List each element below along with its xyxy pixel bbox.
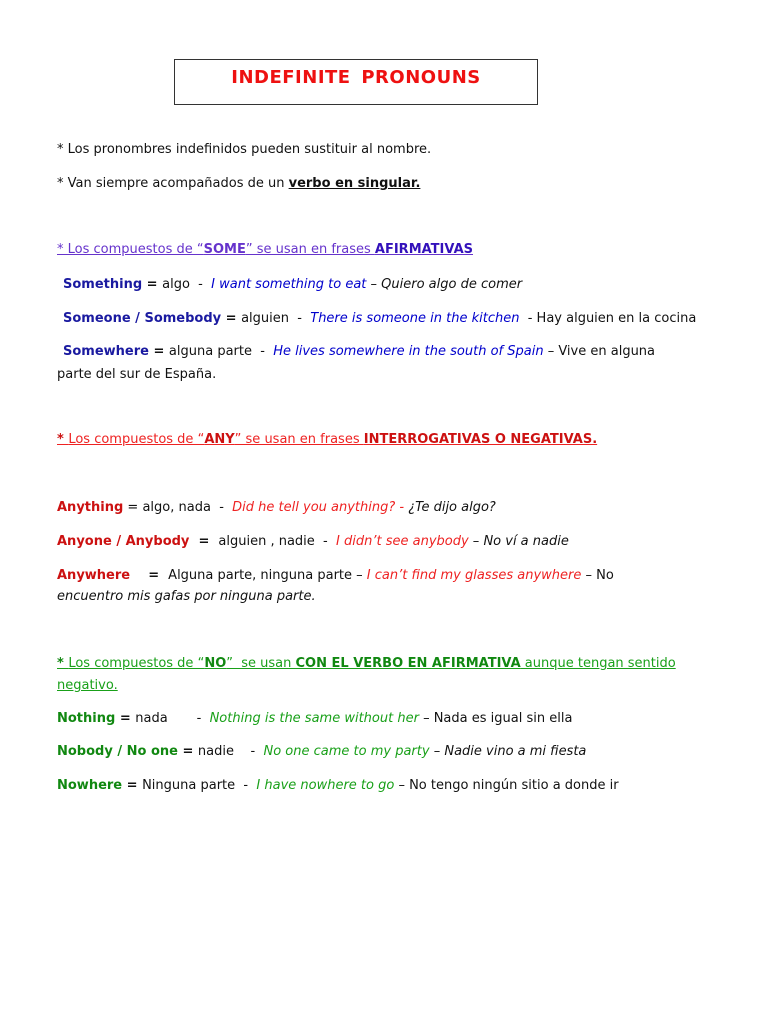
translation-continued: parte del sur de España. (57, 367, 217, 382)
no-header-star: * (57, 656, 69, 671)
pronoun-word: Anyone / Anybody (57, 534, 190, 549)
some-header-a: * Los compuestos de “ (57, 242, 204, 257)
intro-text-2: * Van siempre acompañados de un (57, 176, 289, 191)
meaning: Alguna parte, ninguna parte (168, 568, 353, 583)
equals-sign: = (115, 711, 136, 726)
no-row-2 (57, 743, 586, 761)
pronoun-word: Something (63, 277, 143, 292)
any-header-a: Los compuestos de “ (68, 432, 205, 447)
pronoun-word: Anywhere (57, 568, 131, 583)
some-header (57, 241, 473, 259)
some-header-c: ” se usan en frases (245, 242, 375, 257)
any-header-c: ” se usan en frases (234, 432, 364, 447)
no-header-f: negativo. (57, 678, 118, 693)
any-row-2 (57, 533, 569, 551)
translation: Vive en alguna (558, 344, 656, 359)
no-header-e: aunque tengan sentido (520, 656, 676, 671)
translation: No ví a nadie (483, 534, 569, 549)
intro-text-1: * Los pronombres indefinidos pueden sustituir al nombre. (57, 142, 432, 157)
dash: – (429, 744, 445, 759)
equals-sign: = (148, 344, 169, 359)
meaning: Ninguna parte (142, 778, 236, 793)
no-row-3 (57, 777, 619, 795)
any-header-type: INTERROGATIVAS O NEGATIVAS. (363, 432, 598, 447)
example-sentence: Nothing is the same without her (209, 711, 419, 726)
any-header-keyword: ANY (204, 432, 235, 447)
translation: No (596, 568, 614, 583)
dash: – (394, 778, 410, 793)
meaning: nadie (197, 744, 234, 759)
translation: Nadie vino a mi fiesta (444, 744, 587, 759)
equals-sign: = (142, 277, 163, 292)
translation: Hay alguien en la cocina (536, 311, 697, 326)
any-row-3 (57, 567, 614, 585)
meaning: nada (135, 711, 168, 726)
title-box (174, 59, 538, 105)
dash: - (519, 311, 537, 326)
equals-sign: = (122, 778, 143, 793)
no-row-1 (57, 710, 572, 728)
meaning: alguien (241, 311, 290, 326)
translation: ¿Te dijo algo? (408, 500, 496, 515)
some-row-2 (63, 310, 696, 328)
pronoun-word: Nothing (57, 711, 116, 726)
translation: Quiero algo de comer (381, 277, 523, 292)
intro-line-1 (57, 141, 431, 159)
no-header-keyword: NO (204, 656, 227, 671)
any-row-3-cont (57, 588, 316, 606)
example-sentence: He lives somewhere in the south of Spain (273, 344, 544, 359)
separator: - (189, 277, 212, 292)
separator: - (234, 744, 264, 759)
equals-sign: = (177, 744, 198, 759)
example-sentence: I didn’t see anybody (336, 534, 469, 549)
separator: - (210, 500, 233, 515)
any-header (57, 431, 597, 449)
dash: – (366, 277, 382, 292)
separator: – (352, 568, 367, 583)
pronoun-word: Somewhere (63, 344, 149, 359)
example-sentence: I can’t find my glasses anywhere (366, 568, 582, 583)
no-header-a: Los compuestos de “ (68, 656, 205, 671)
separator: - (235, 778, 257, 793)
translation-continued: encuentro mis gafas por ninguna parte. (57, 589, 316, 604)
separator: - (289, 311, 311, 326)
meaning: algo (162, 277, 190, 292)
example-sentence: No one came to my party (263, 744, 430, 759)
some-row-3-cont (57, 366, 216, 384)
no-header-c: ” se usan (226, 656, 296, 671)
pronoun-word: Nowhere (57, 778, 123, 793)
pronoun-word: Someone / Somebody (63, 311, 222, 326)
pronoun-word: Nobody / No one (57, 744, 178, 759)
any-header-star: * (57, 432, 69, 447)
some-header-type: AFIRMATIVAS (374, 242, 473, 257)
any-row-1 (57, 499, 496, 517)
meaning: alguien , nadie (218, 534, 315, 549)
example-sentence: There is someone in the kitchen (310, 311, 520, 326)
equals-sign: = (123, 500, 143, 515)
no-header-cont (57, 677, 118, 695)
dash: – (581, 568, 597, 583)
translation: Nada es igual sin ella (433, 711, 573, 726)
meaning: algo, nada (142, 500, 211, 515)
meaning: alguna parte (168, 344, 252, 359)
separator: - (167, 711, 210, 726)
page-title: INDEFINITE PRONOUNS (231, 66, 481, 88)
intro-emphasis: verbo en singular. (288, 176, 421, 191)
dash: – (468, 534, 484, 549)
equals-sign: = (189, 534, 219, 549)
example-sentence: I want something to eat (211, 277, 367, 292)
example-sentence: I have nowhere to go (256, 778, 395, 793)
no-header (57, 655, 676, 673)
some-header-keyword: SOME (203, 242, 246, 257)
pronoun-word: Anything (57, 500, 124, 515)
separator: - (252, 344, 274, 359)
separator: - (314, 534, 337, 549)
equals-sign: = (130, 568, 169, 583)
translation: No tengo ningún sitio a donde ir (409, 778, 619, 793)
dash: – (418, 711, 434, 726)
dash: – (543, 344, 559, 359)
some-row-1 (63, 276, 522, 294)
equals-sign: = (221, 311, 242, 326)
intro-line-2 (57, 175, 420, 193)
example-sentence: Did he tell you anything? - (232, 500, 409, 515)
no-header-type: CON EL VERBO EN AFIRMATIVA (295, 656, 521, 671)
some-row-3 (63, 343, 655, 361)
